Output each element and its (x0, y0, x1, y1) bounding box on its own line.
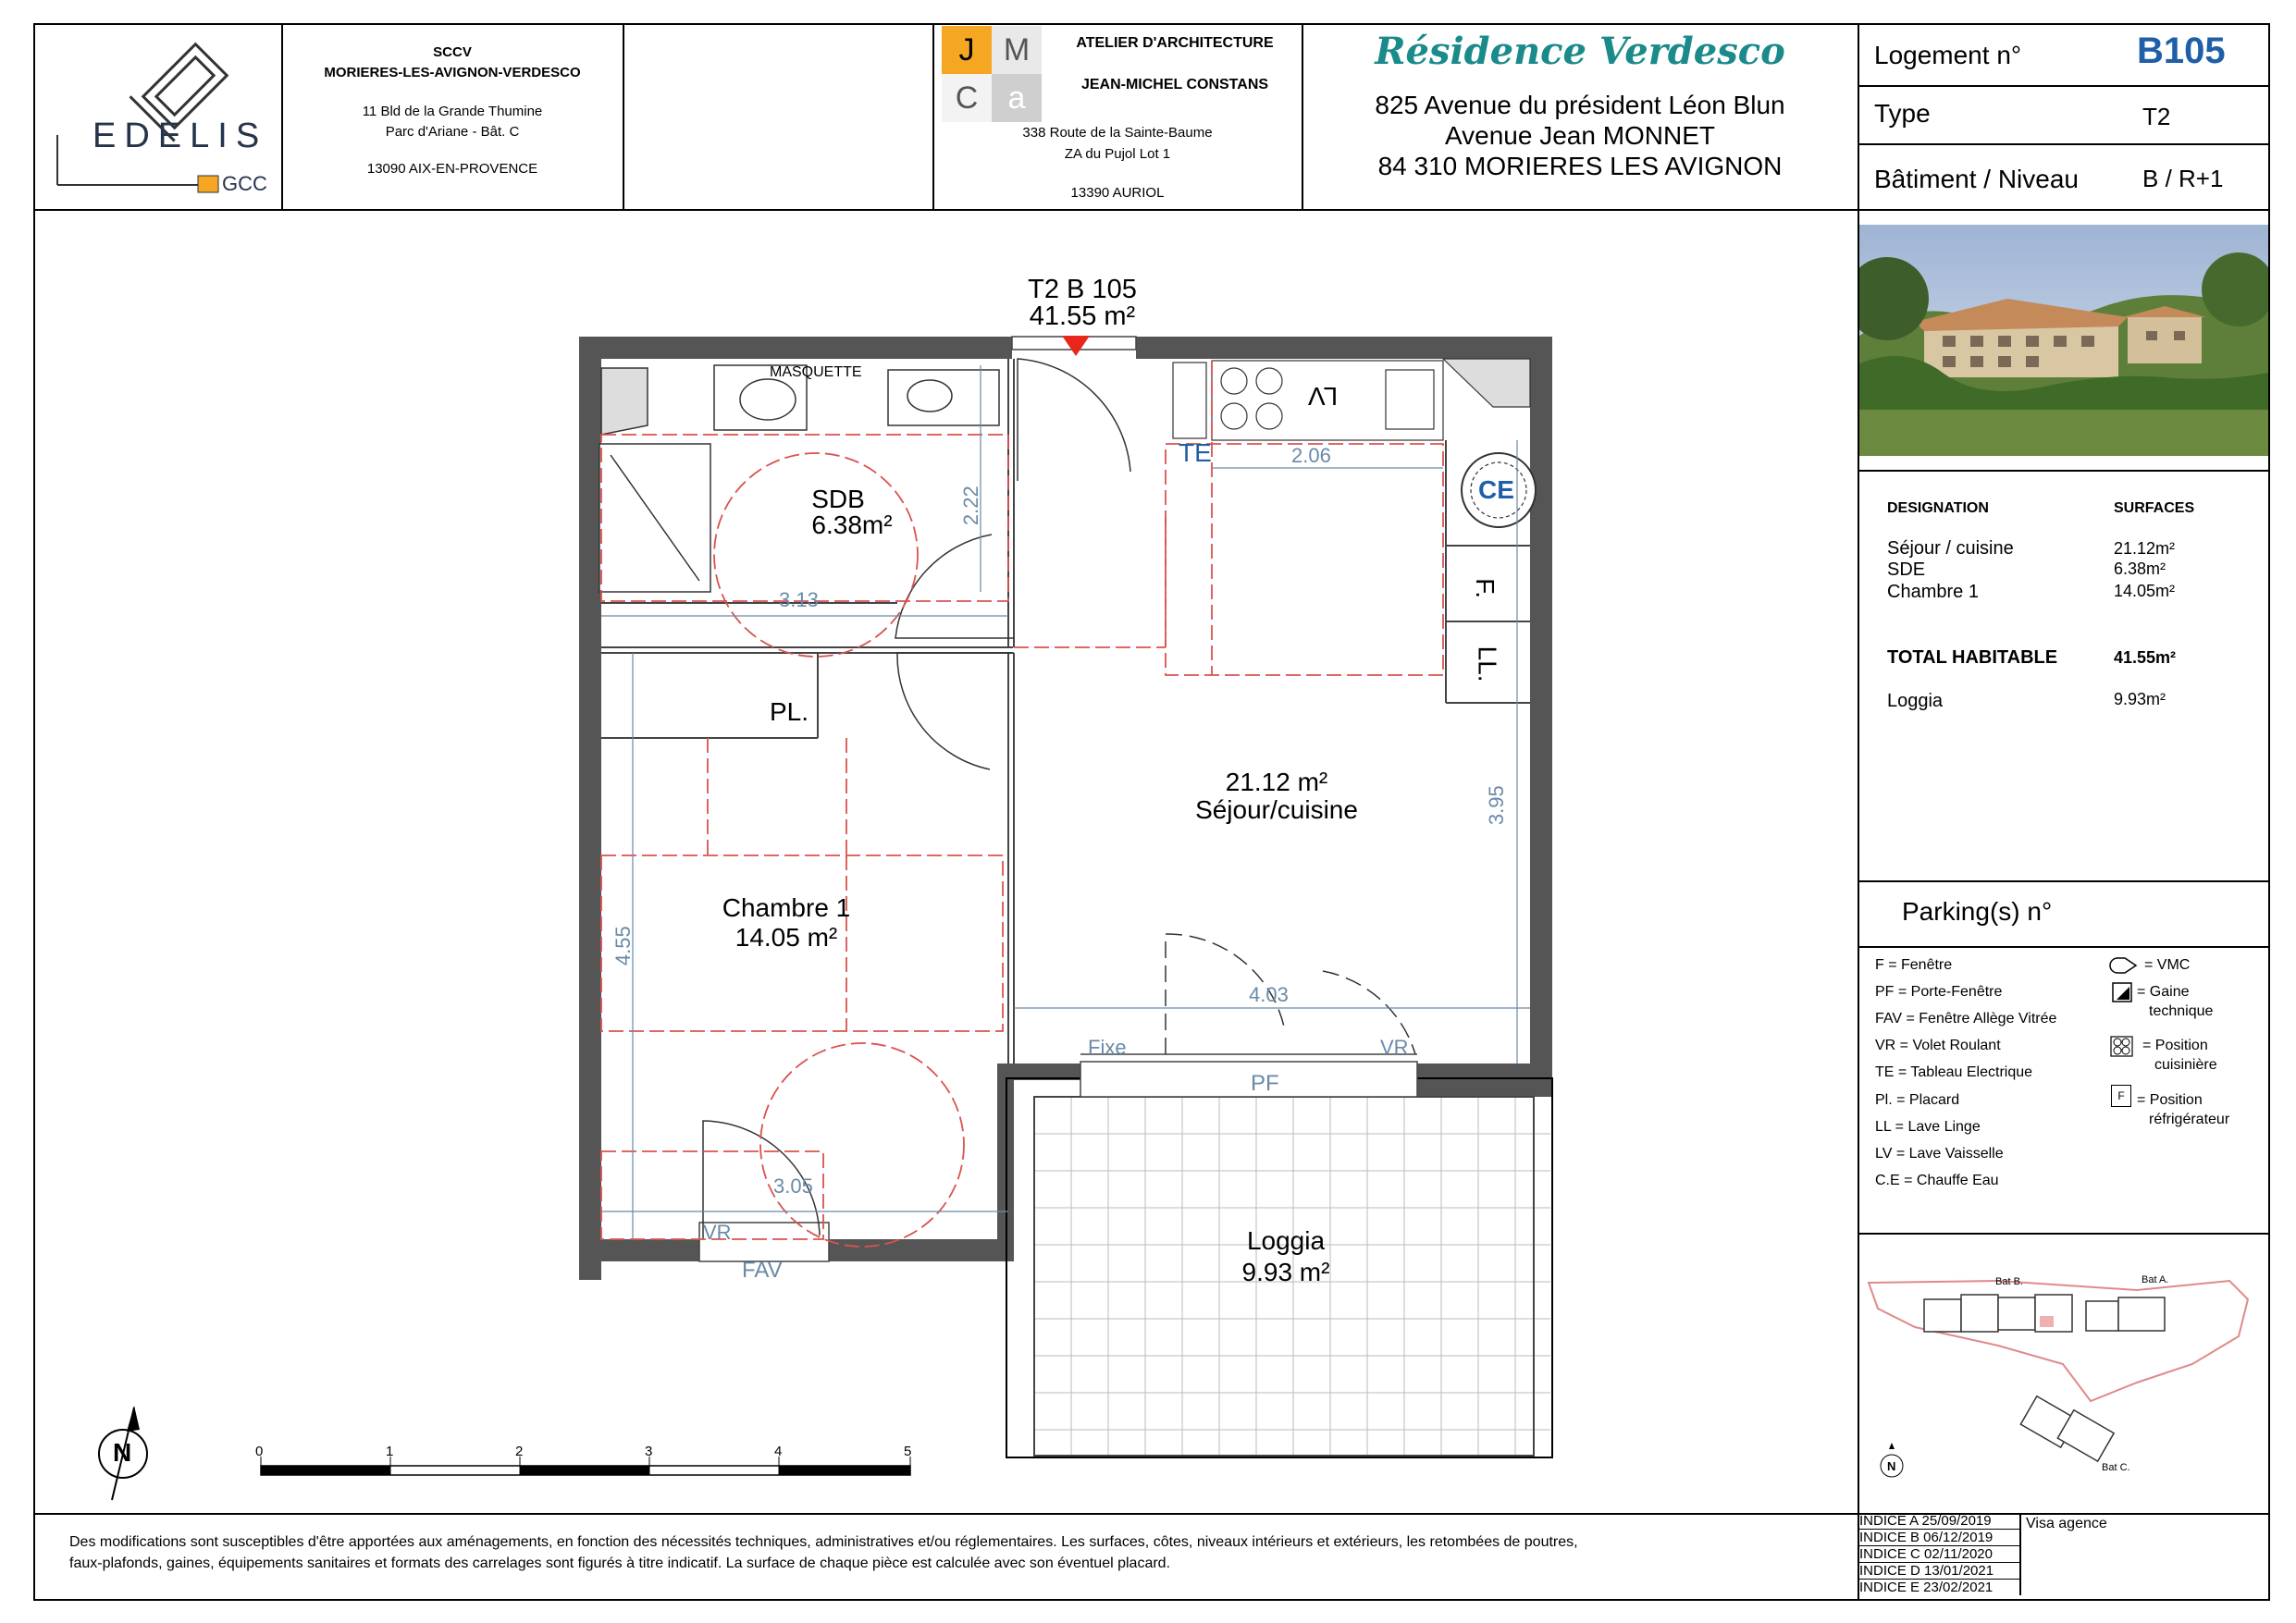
wall-top-left (579, 337, 1012, 359)
legend-frigo-1: = Position (2137, 1092, 2203, 1108)
revision-index: INDICE B 06/12/2019 (1858, 1530, 2019, 1546)
legend-item: F = Fenêtre (1875, 957, 1953, 973)
svg-text:N: N (1887, 1459, 1896, 1473)
wall-top-right (1136, 337, 1552, 359)
residence-address-2: Avenue Jean MONNET (1444, 121, 1716, 150)
jmca-logo-j: J (942, 26, 992, 74)
legend-frigo-2: réfrigérateur (2149, 1112, 2230, 1127)
scale-label: 3 (645, 1444, 653, 1459)
company-name-2: MORIERES-LES-AVIGNON-VERDESCO (324, 65, 581, 81)
legend-item: LL = Lave Linge (1875, 1119, 1981, 1135)
site-plan-map (1859, 1244, 2266, 1494)
loggia-surface-value: 9.93m² (2114, 690, 2166, 708)
room-loggia-name: Loggia (1246, 1226, 1326, 1255)
label-pf: PF (1251, 1071, 1279, 1096)
disclaimer-line-1: Des modifications sont susceptibles d'être apportées aux aménagements, en fonction des nécessités techniques, administratives et/ou réglementaires. Les surfaces, côtes, niveaux intérieurs et extérieurs, les retombées de poutres, (69, 1534, 1578, 1550)
site-plan-bat-a: Bat A. (2142, 1274, 2169, 1285)
room-sejour-name: Séjour/cuisine (1195, 795, 1358, 824)
pf-window (1080, 1062, 1417, 1097)
legend-item: Pl. = Placard (1875, 1092, 1960, 1108)
loggia-surface-label: Loggia (1887, 691, 1944, 711)
surfaces-col-designation: DESIGNATION (1887, 500, 1989, 516)
company-address-3: 13090 AIX-EN-PROVENCE (366, 161, 538, 177)
surface-row-name: SDE (1887, 559, 1926, 580)
disclaimer-line-2: faux-plafonds, gaines, équipements sanitaires et formats des carrelages sont figurés à titre indicatif. La surface de chaque pièce est calculée avec son éventuel placard. (69, 1555, 1171, 1571)
jmca-logo-m: M (992, 26, 1042, 74)
wall-sejour-bottom-right (1417, 1064, 1552, 1097)
revision-indices (1858, 1513, 2021, 1595)
room-chambre-area: 14.05 m² (734, 923, 838, 952)
scale-label: 1 (386, 1444, 394, 1459)
architect-address-1: 338 Route de la Sainte-Baume (1022, 125, 1213, 141)
unit-area: 41.55 m² (1029, 301, 1136, 331)
company-address-1: 11 Bld de la Grande Thumine (362, 103, 543, 119)
legend-cuisiniere-2: cuisinière (2154, 1057, 2217, 1073)
gcc-logo-text: GCC (222, 172, 267, 195)
edelis-logo-text: EDELIS (93, 117, 268, 155)
dimension-label: 4.55 (611, 926, 635, 966)
legend-item: TE = Tableau Electrique (1875, 1064, 2033, 1080)
legend-cuisiniere-1: = Position (2142, 1038, 2208, 1053)
revision-index: INDICE D 13/01/2021 (1858, 1563, 2019, 1580)
total-habitable-value: 41.55m² (2114, 648, 2177, 667)
label-lv: LV (1308, 382, 1339, 412)
residence-photo-image (1859, 225, 2268, 456)
dimension-label: 3.95 (1484, 785, 1508, 826)
label-masquette: MASQUETTE (770, 364, 862, 380)
architect-address-3: 13390 AURIOL (1070, 185, 1165, 201)
legend-item: C.E = Chauffe Eau (1875, 1173, 1999, 1188)
scale-bar (261, 1457, 910, 1475)
scale-label: 0 (255, 1444, 264, 1459)
type-label: Type (1874, 99, 1931, 128)
label-vr-fav: VR (703, 1221, 732, 1244)
legend-vmc: = VMC (2144, 957, 2191, 973)
surface-row-value: 14.05m² (2114, 582, 2176, 600)
architect-address-2: ZA du Pujol Lot 1 (1064, 146, 1171, 162)
residence-name: Résidence Verdesco (1375, 30, 1785, 73)
legend-item: PF = Porte-Fenêtre (1875, 984, 2003, 1000)
site-plan-bat-c: Bat C. (2102, 1462, 2130, 1473)
parking-divider-bottom (1858, 946, 2270, 948)
logement-divider-2 (1858, 143, 2270, 145)
label-vr-pf: VR (1380, 1036, 1409, 1059)
wall-bottom-left (579, 1239, 699, 1261)
dimension-label: 2.06 (1291, 444, 1331, 467)
label-te: TE (1179, 438, 1212, 467)
residence-address-3: 84 310 MORIERES LES AVIGNON (1377, 152, 1783, 180)
label-ce: CE (1478, 475, 1514, 504)
dimension-label: 3.13 (779, 588, 819, 611)
label-fav: FAV (742, 1258, 783, 1283)
surface-row-name: Séjour / cuisine (1887, 538, 2014, 559)
legend-gaine-1: = Gaine (2137, 984, 2190, 1000)
cuisiniere-icon (2110, 1036, 2134, 1058)
scale-label: 5 (904, 1444, 912, 1459)
room-sdb-name: SDB (811, 485, 865, 513)
parking-label: Parking(s) n° (1902, 897, 2053, 926)
room-loggia-area: 9.93 m² (1241, 1258, 1330, 1286)
room-sdb-area: 6.38m² (811, 510, 893, 539)
dimension-label: 2.22 (958, 486, 982, 526)
wall-bottom-right (829, 1239, 1014, 1261)
parking-divider-top (1858, 880, 2270, 882)
siteplan-divider (1858, 1233, 2270, 1235)
legend-item: VR = Volet Roulant (1875, 1038, 2001, 1053)
company-address-2: Parc d'Ariane - Bât. C (385, 123, 520, 140)
refrigerateur-icon: F (2111, 1085, 2131, 1107)
surface-row-value: 6.38m² (2114, 559, 2166, 578)
site-plan-north-icon (1881, 1443, 1903, 1477)
residence-address-1: 825 Avenue du président Léon Blun (1375, 91, 1785, 119)
visa-agence: Visa agence (2026, 1516, 2107, 1531)
architect-title-2: JEAN-MICHEL CONSTANS (1080, 77, 1269, 92)
scale-label: 4 (774, 1444, 783, 1459)
legend-item: LV = Lave Vaisselle (1875, 1146, 2004, 1162)
dimension-label: 4.03 (1249, 983, 1289, 1006)
label-placard: PL. (770, 697, 809, 726)
photo-divider (1858, 470, 2270, 472)
company-name-1: SCCV (433, 44, 472, 60)
jmca-logo-a: a (992, 74, 1042, 122)
vmc-icon (2107, 955, 2141, 976)
room-chambre-name: Chambre 1 (722, 893, 851, 922)
wall-left (579, 337, 601, 1280)
logement-number: B105 (2137, 31, 2226, 71)
total-habitable-label: TOTAL HABITABLE (1887, 647, 2058, 668)
room-sejour-area: 21.12 m² (1225, 768, 1328, 796)
logement-label: Logement n° (1874, 41, 2022, 69)
surface-row-value: 21.12m² (2114, 539, 2176, 558)
jmca-logo-c: C (942, 74, 992, 122)
batiment-label: Bâtiment / Niveau (1874, 165, 2079, 193)
type-value: T2 (2142, 103, 2171, 130)
batiment-value: B / R+1 (2142, 165, 2224, 192)
unit-title: T2 B 105 (1028, 275, 1137, 304)
surface-row-name: Chambre 1 (1887, 582, 1979, 602)
legend-gaine-2: technique (2149, 1003, 2214, 1019)
label-f: F. (1470, 578, 1500, 598)
surfaces-col-surfaces: SURFACES (2114, 500, 2195, 516)
scale-label: 2 (515, 1444, 524, 1459)
dimension-label: 3.05 (773, 1174, 813, 1198)
north-label: N (113, 1438, 132, 1467)
logement-divider-1 (1858, 85, 2270, 87)
label-fixe: Fixe (1088, 1036, 1127, 1059)
wall-right (1530, 337, 1552, 1078)
legend-item: FAV = Fenêtre Allège Vitrée (1875, 1011, 2057, 1027)
revision-index: INDICE A 25/09/2019 (1858, 1513, 2019, 1530)
revision-index: INDICE C 02/11/2020 (1858, 1546, 2019, 1563)
site-plan-bat-b: Bat B. (1995, 1276, 2023, 1287)
residence-photo (1859, 225, 2268, 456)
label-ll: LL. (1473, 646, 1502, 682)
gaine-technique-icon (2111, 981, 2133, 1003)
architect-title-1: ATELIER D'ARCHITECTURE (1076, 35, 1274, 51)
revision-index: INDICE E 23/02/2021 (1859, 1580, 1994, 1595)
